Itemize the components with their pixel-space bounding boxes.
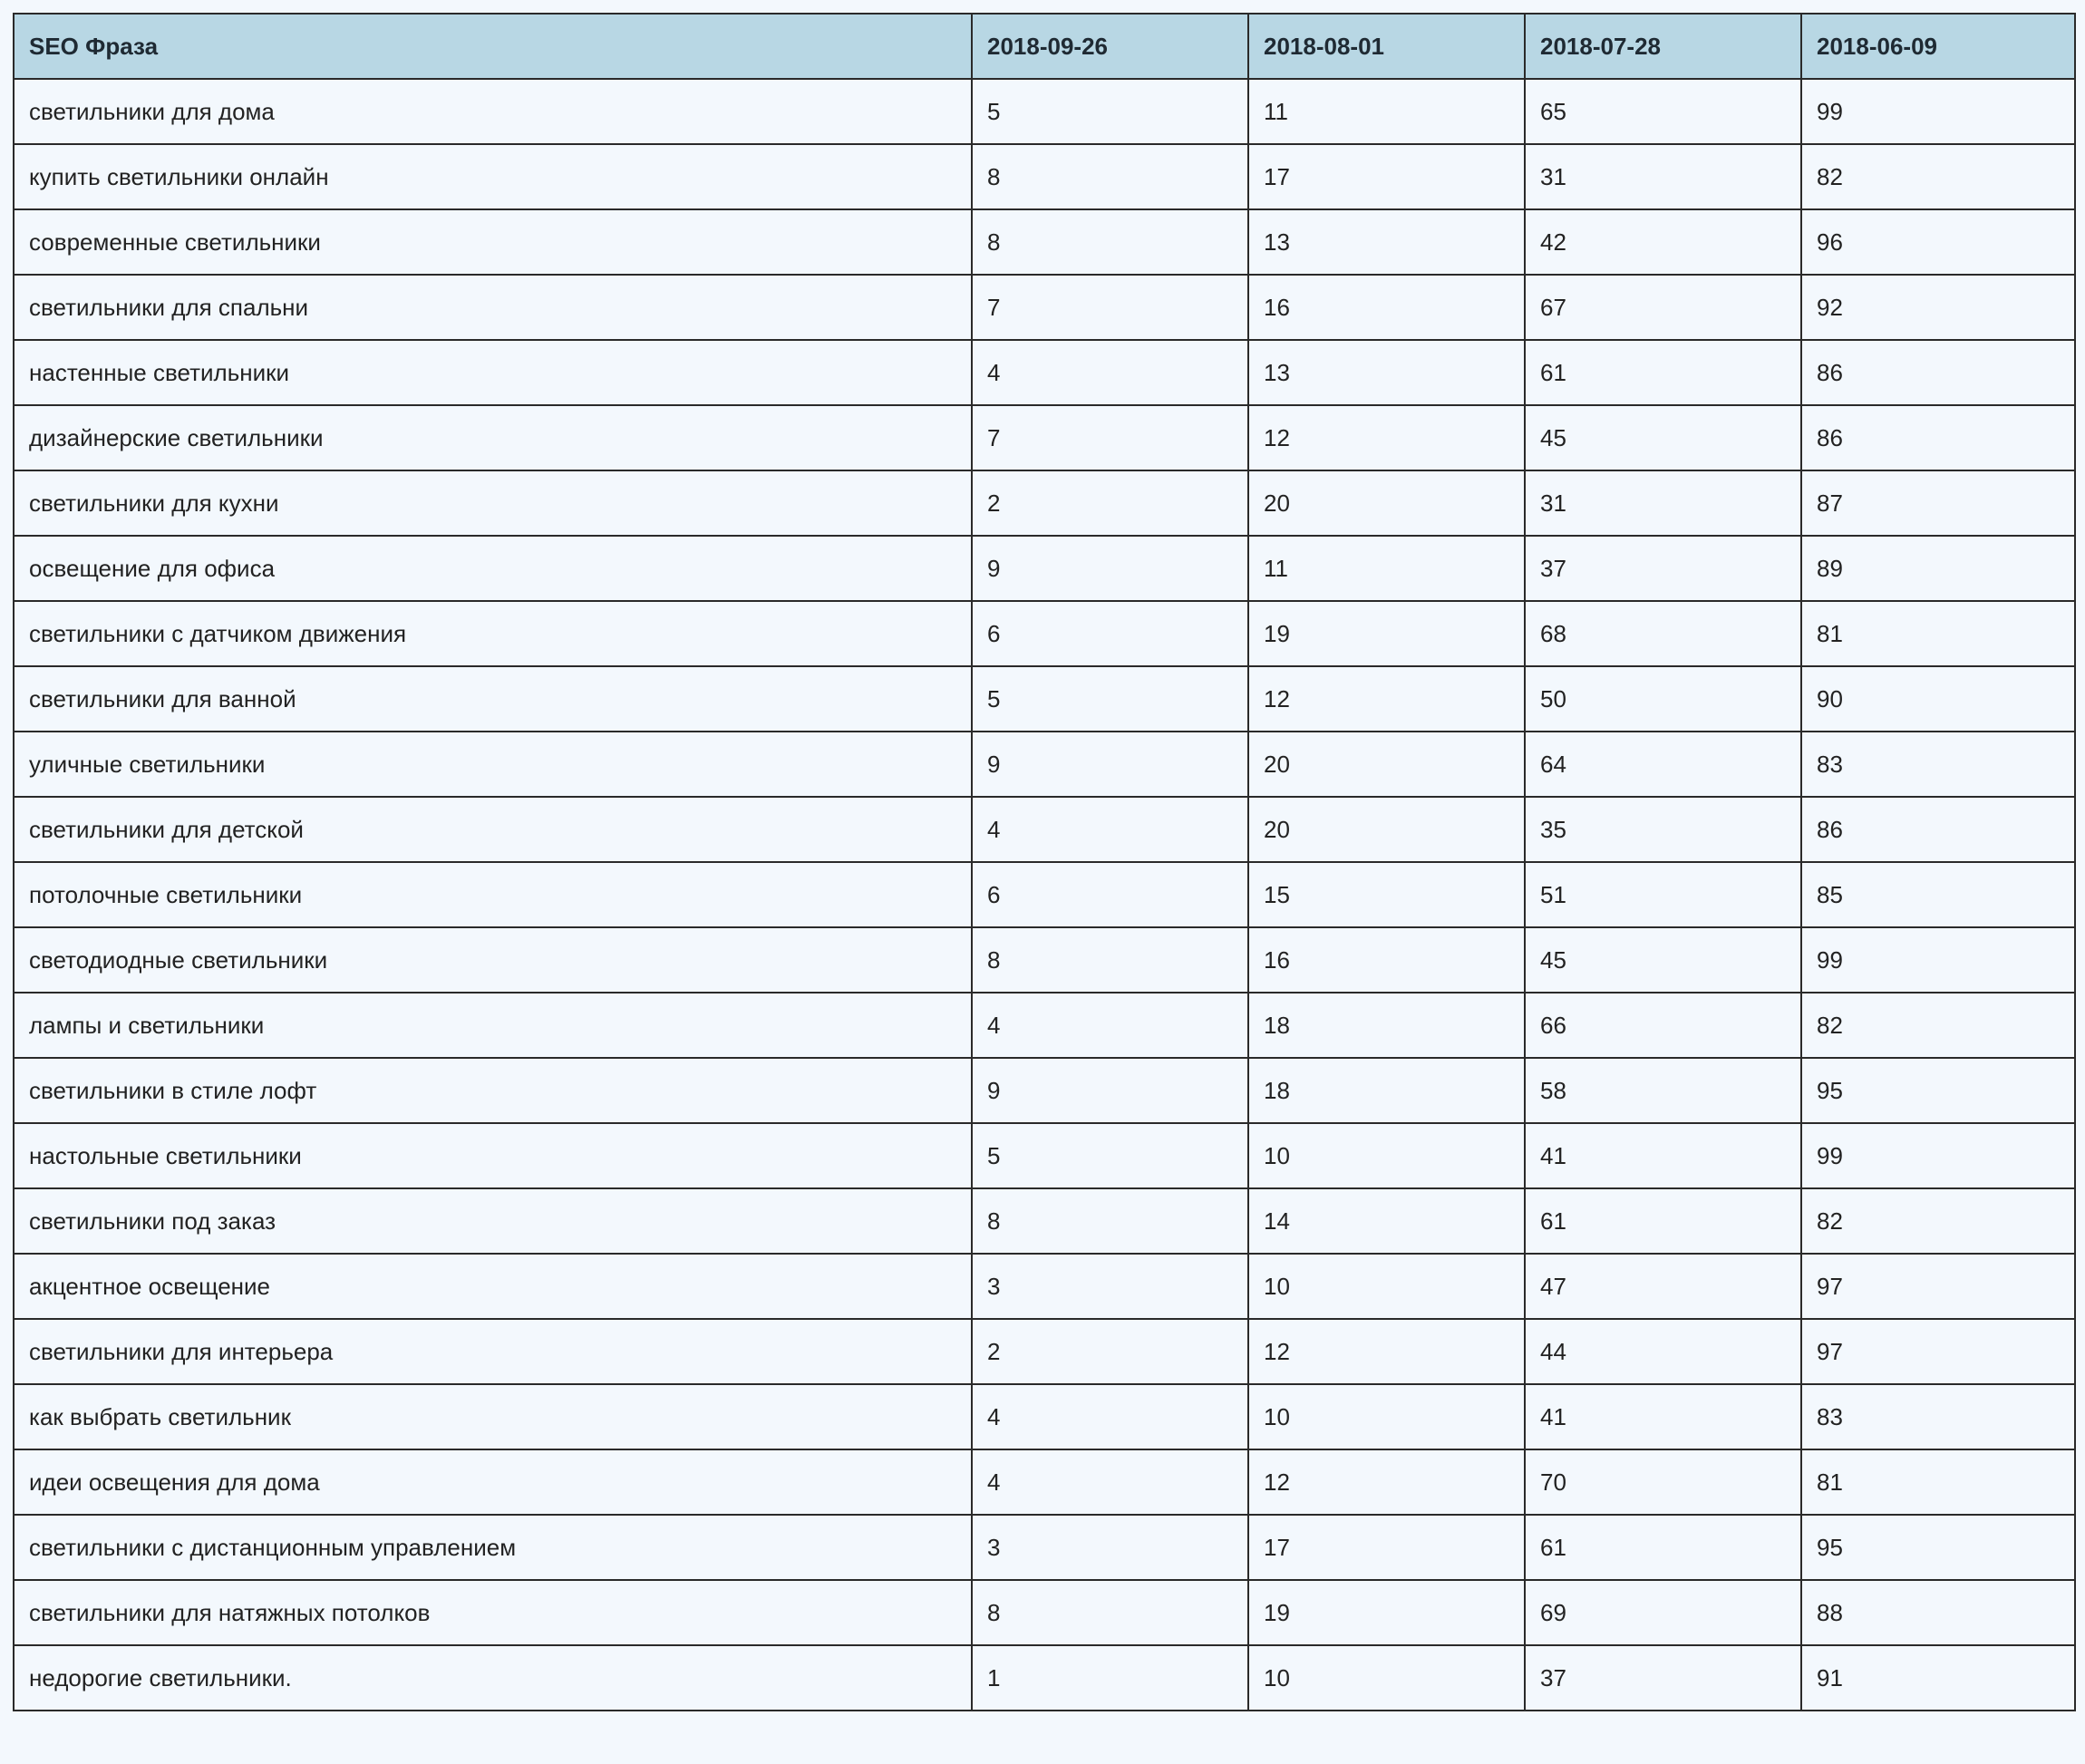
cell-value-2018-07-28: 61 <box>1525 340 1801 405</box>
cell-seo-phrase: купить светильники онлайн <box>14 144 972 209</box>
cell-value-2018-06-09: 81 <box>1801 601 2075 666</box>
cell-value-2018-09-26: 6 <box>972 601 1248 666</box>
table-row <box>14 1188 2075 1254</box>
cell-value-2018-08-01: 17 <box>1248 144 1525 209</box>
cell-value-2018-06-09: 97 <box>1801 1319 2075 1384</box>
cell-value-2018-06-09: 96 <box>1801 209 2075 275</box>
cell-value-2018-09-26: 4 <box>972 340 1248 405</box>
cell-value-2018-07-28: 41 <box>1525 1123 1801 1188</box>
header-date-2018-09-26[interactable]: 2018-09-26 <box>972 14 1248 79</box>
cell-value-2018-09-26: 1 <box>972 1645 1248 1711</box>
cell-value-2018-08-01: 12 <box>1248 1449 1525 1515</box>
cell-value-2018-07-28: 45 <box>1525 927 1801 993</box>
cell-seo-phrase: лампы и светильники <box>14 993 972 1058</box>
cell-seo-phrase: светильники под заказ <box>14 1188 972 1254</box>
cell-value-2018-07-28: 37 <box>1525 536 1801 601</box>
cell-value-2018-07-28: 51 <box>1525 862 1801 927</box>
cell-value-2018-07-28: 67 <box>1525 275 1801 340</box>
cell-value-2018-08-01: 13 <box>1248 340 1525 405</box>
header-row <box>14 14 2075 79</box>
cell-value-2018-08-01: 14 <box>1248 1188 1525 1254</box>
cell-seo-phrase: потолочные светильники <box>14 862 972 927</box>
cell-value-2018-08-01: 20 <box>1248 732 1525 797</box>
cell-value-2018-09-26: 8 <box>972 1188 1248 1254</box>
table-row <box>14 209 2075 275</box>
cell-seo-phrase: светильники для детской <box>14 797 972 862</box>
cell-value-2018-06-09: 86 <box>1801 340 2075 405</box>
cell-value-2018-06-09: 87 <box>1801 470 2075 536</box>
cell-value-2018-09-26: 8 <box>972 209 1248 275</box>
cell-value-2018-08-01: 16 <box>1248 275 1525 340</box>
cell-value-2018-07-28: 31 <box>1525 470 1801 536</box>
cell-value-2018-08-01: 12 <box>1248 1319 1525 1384</box>
cell-value-2018-09-26: 8 <box>972 144 1248 209</box>
cell-value-2018-06-09: 86 <box>1801 797 2075 862</box>
cell-value-2018-08-01: 16 <box>1248 927 1525 993</box>
cell-value-2018-07-28: 31 <box>1525 144 1801 209</box>
cell-seo-phrase: светильники для кухни <box>14 470 972 536</box>
cell-value-2018-08-01: 18 <box>1248 993 1525 1058</box>
cell-value-2018-08-01: 10 <box>1248 1123 1525 1188</box>
cell-value-2018-06-09: 95 <box>1801 1515 2075 1580</box>
table-row <box>14 1580 2075 1645</box>
cell-value-2018-06-09: 99 <box>1801 1123 2075 1188</box>
cell-seo-phrase: современные светильники <box>14 209 972 275</box>
cell-value-2018-06-09: 83 <box>1801 732 2075 797</box>
cell-value-2018-06-09: 82 <box>1801 144 2075 209</box>
cell-value-2018-09-26: 2 <box>972 1319 1248 1384</box>
cell-seo-phrase: светильники для интерьера <box>14 1319 972 1384</box>
cell-value-2018-07-28: 61 <box>1525 1188 1801 1254</box>
cell-value-2018-09-26: 9 <box>972 536 1248 601</box>
cell-value-2018-09-26: 4 <box>972 797 1248 862</box>
table-row <box>14 1449 2075 1515</box>
cell-seo-phrase: светильники для ванной <box>14 666 972 732</box>
cell-value-2018-08-01: 18 <box>1248 1058 1525 1123</box>
cell-seo-phrase: как выбрать светильник <box>14 1384 972 1449</box>
cell-seo-phrase: светильники в стиле лофт <box>14 1058 972 1123</box>
cell-value-2018-07-28: 35 <box>1525 797 1801 862</box>
cell-value-2018-06-09: 97 <box>1801 1254 2075 1319</box>
table-row <box>14 1058 2075 1123</box>
table-row <box>14 732 2075 797</box>
cell-value-2018-07-28: 41 <box>1525 1384 1801 1449</box>
cell-seo-phrase: недорогие светильники. <box>14 1645 972 1711</box>
cell-value-2018-08-01: 19 <box>1248 601 1525 666</box>
cell-value-2018-06-09: 99 <box>1801 927 2075 993</box>
cell-value-2018-06-09: 92 <box>1801 275 2075 340</box>
cell-value-2018-06-09: 88 <box>1801 1580 2075 1645</box>
cell-value-2018-09-26: 3 <box>972 1254 1248 1319</box>
table-row <box>14 144 2075 209</box>
cell-value-2018-09-26: 7 <box>972 405 1248 470</box>
cell-value-2018-07-28: 68 <box>1525 601 1801 666</box>
table-row <box>14 1645 2075 1711</box>
table-row <box>14 275 2075 340</box>
cell-value-2018-09-26: 5 <box>972 666 1248 732</box>
cell-value-2018-08-01: 20 <box>1248 797 1525 862</box>
cell-value-2018-08-01: 11 <box>1248 79 1525 144</box>
cell-seo-phrase: светодиодные светильники <box>14 927 972 993</box>
cell-value-2018-07-28: 37 <box>1525 1645 1801 1711</box>
cell-value-2018-08-01: 17 <box>1248 1515 1525 1580</box>
cell-value-2018-07-28: 44 <box>1525 1319 1801 1384</box>
cell-seo-phrase: светильники для дома <box>14 79 972 144</box>
cell-value-2018-08-01: 20 <box>1248 470 1525 536</box>
table-row <box>14 797 2075 862</box>
cell-value-2018-07-28: 42 <box>1525 209 1801 275</box>
cell-seo-phrase: настенные светильники <box>14 340 972 405</box>
table-row <box>14 862 2075 927</box>
cell-seo-phrase: дизайнерские светильники <box>14 405 972 470</box>
cell-value-2018-09-26: 6 <box>972 862 1248 927</box>
cell-value-2018-09-26: 5 <box>972 1123 1248 1188</box>
cell-value-2018-06-09: 83 <box>1801 1384 2075 1449</box>
table-row <box>14 1254 2075 1319</box>
cell-value-2018-09-26: 4 <box>972 993 1248 1058</box>
cell-value-2018-08-01: 19 <box>1248 1580 1525 1645</box>
cell-value-2018-08-01: 15 <box>1248 862 1525 927</box>
cell-value-2018-06-09: 91 <box>1801 1645 2075 1711</box>
cell-value-2018-06-09: 89 <box>1801 536 2075 601</box>
cell-value-2018-07-28: 69 <box>1525 1580 1801 1645</box>
cell-value-2018-07-28: 61 <box>1525 1515 1801 1580</box>
cell-value-2018-06-09: 82 <box>1801 993 2075 1058</box>
table-row <box>14 666 2075 732</box>
table-row <box>14 405 2075 470</box>
cell-seo-phrase: уличные светильники <box>14 732 972 797</box>
table-row <box>14 1384 2075 1449</box>
cell-value-2018-09-26: 4 <box>972 1384 1248 1449</box>
seo-rankings-table <box>13 13 2076 1711</box>
cell-value-2018-07-28: 66 <box>1525 993 1801 1058</box>
cell-value-2018-08-01: 12 <box>1248 405 1525 470</box>
cell-value-2018-07-28: 47 <box>1525 1254 1801 1319</box>
cell-value-2018-06-09: 86 <box>1801 405 2075 470</box>
cell-seo-phrase: идеи освещения для дома <box>14 1449 972 1515</box>
header-date-2018-06-09[interactable]: 2018-06-09 <box>1801 14 2075 79</box>
seo-rankings-table-container <box>13 13 2074 1711</box>
cell-value-2018-08-01: 10 <box>1248 1254 1525 1319</box>
cell-value-2018-07-28: 50 <box>1525 666 1801 732</box>
cell-value-2018-09-26: 2 <box>972 470 1248 536</box>
cell-value-2018-07-28: 64 <box>1525 732 1801 797</box>
cell-value-2018-09-26: 3 <box>972 1515 1248 1580</box>
cell-value-2018-09-26: 9 <box>972 1058 1248 1123</box>
cell-value-2018-09-26: 8 <box>972 1580 1248 1645</box>
cell-seo-phrase: акцентное освещение <box>14 1254 972 1319</box>
table-row <box>14 993 2075 1058</box>
table-row <box>14 601 2075 666</box>
table-row <box>14 340 2075 405</box>
cell-seo-phrase: освещение для офиса <box>14 536 972 601</box>
cell-value-2018-07-28: 70 <box>1525 1449 1801 1515</box>
header-date-2018-07-28[interactable]: 2018-07-28 <box>1525 14 1801 79</box>
table-row <box>14 1319 2075 1384</box>
cell-value-2018-08-01: 10 <box>1248 1645 1525 1711</box>
table-row <box>14 470 2075 536</box>
table-row <box>14 927 2075 993</box>
cell-value-2018-06-09: 81 <box>1801 1449 2075 1515</box>
cell-value-2018-08-01: 13 <box>1248 209 1525 275</box>
cell-value-2018-09-26: 7 <box>972 275 1248 340</box>
table-header <box>14 14 2075 79</box>
cell-value-2018-07-28: 58 <box>1525 1058 1801 1123</box>
cell-value-2018-08-01: 11 <box>1248 536 1525 601</box>
table-row <box>14 1123 2075 1188</box>
cell-value-2018-07-28: 65 <box>1525 79 1801 144</box>
cell-value-2018-09-26: 4 <box>972 1449 1248 1515</box>
cell-value-2018-09-26: 9 <box>972 732 1248 797</box>
table-row <box>14 79 2075 144</box>
cell-seo-phrase: светильники для натяжных потолков <box>14 1580 972 1645</box>
cell-value-2018-06-09: 99 <box>1801 79 2075 144</box>
cell-seo-phrase: настольные светильники <box>14 1123 972 1188</box>
cell-value-2018-06-09: 90 <box>1801 666 2075 732</box>
table-body <box>14 79 2075 1711</box>
cell-seo-phrase: светильники с датчиком движения <box>14 601 972 666</box>
table-row <box>14 536 2075 601</box>
cell-value-2018-09-26: 8 <box>972 927 1248 993</box>
cell-value-2018-07-28: 45 <box>1525 405 1801 470</box>
cell-value-2018-08-01: 10 <box>1248 1384 1525 1449</box>
header-seo-phrase[interactable]: SEO Фраза <box>14 14 972 79</box>
cell-value-2018-08-01: 12 <box>1248 666 1525 732</box>
cell-seo-phrase: светильники для спальни <box>14 275 972 340</box>
header-date-2018-08-01[interactable]: 2018-08-01 <box>1248 14 1525 79</box>
cell-value-2018-06-09: 82 <box>1801 1188 2075 1254</box>
cell-value-2018-06-09: 85 <box>1801 862 2075 927</box>
table-row <box>14 1515 2075 1580</box>
cell-seo-phrase: светильники с дистанционным управлением <box>14 1515 972 1580</box>
cell-value-2018-09-26: 5 <box>972 79 1248 144</box>
cell-value-2018-06-09: 95 <box>1801 1058 2075 1123</box>
